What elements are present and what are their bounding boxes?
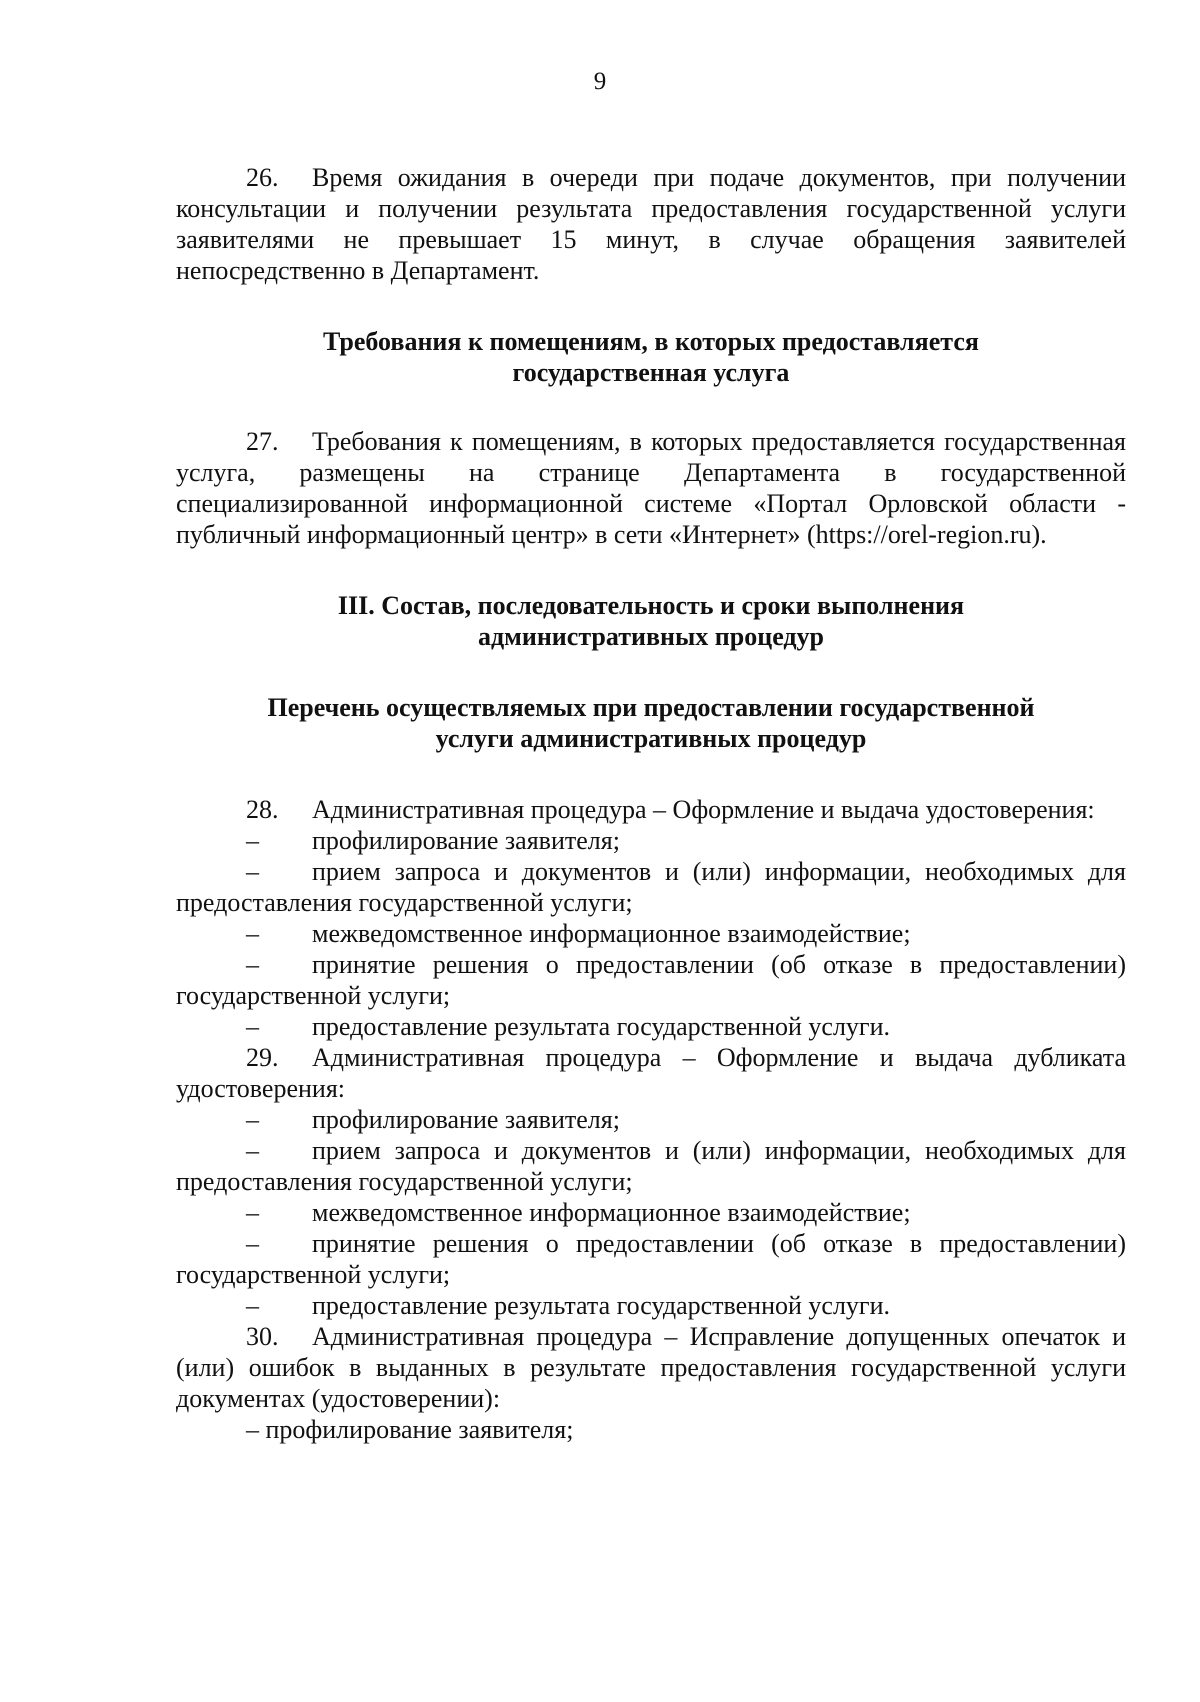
list-item-text: межведомственное информационное взаимодействие; (312, 919, 911, 948)
list-item-text: принятие решения о предоставлении (об отказе в предоставлении) государственной услуги; (176, 1229, 1126, 1289)
list-item (176, 1104, 1126, 1135)
list-item (176, 825, 1126, 856)
list-item (176, 1228, 1126, 1290)
list-dash: – (246, 1291, 259, 1320)
page-number: 9 (593, 68, 607, 95)
list-item-text: предоставление результата государственной услуги. (312, 1291, 891, 1320)
paragraph-28 (176, 794, 1126, 825)
document-body (176, 162, 1126, 1445)
paragraph-26 (176, 162, 1126, 286)
paragraph-text: Административная процедура – Оформление и выдача дубликата удостоверения: (176, 1043, 1126, 1103)
list-item (176, 949, 1126, 1011)
paragraph-text: Административная процедура – Оформление и выдача удостоверения: (312, 795, 1095, 824)
list-dash: – (246, 919, 259, 948)
paragraph-number: 28. (246, 795, 279, 824)
paragraph-number: 26. (246, 163, 279, 192)
list-item-text: предоставление результата государственной услуги. (312, 1012, 891, 1041)
paragraph-number: 30. (246, 1322, 279, 1351)
list-dash: – (246, 1229, 259, 1258)
heading-procedures-list (176, 692, 1126, 754)
heading-line: Перечень осуществляемых при предоставлении государственной (267, 693, 1035, 722)
list-item (176, 1197, 1126, 1228)
list-item-text: прием запроса и документов и (или) информации, необходимых для предоставления государственной услуги; (176, 857, 1126, 917)
heading-line: Требования к помещениям, в которых предоставляется (323, 327, 979, 356)
paragraph-number: 27. (246, 427, 279, 456)
list-item-text: профилирование заявителя; (312, 826, 620, 855)
list-dash: – (246, 1012, 259, 1041)
heading-line: государственная услуга (512, 358, 790, 387)
paragraph-29 (176, 1042, 1126, 1104)
paragraph-30 (176, 1321, 1126, 1414)
list-item (176, 918, 1126, 949)
paragraph-text: Требования к помещениям, в которых предоставляется государственная услуга, размещены на странице Департамента в государственной специализированной информационной системе «Портал Орловской области - публичный информационный центр» в сети «Интернет» (https://orel-region.ru). (176, 427, 1126, 549)
list-item-text: – профилирование заявителя; (246, 1415, 574, 1444)
list-dash: – (246, 1136, 259, 1165)
list-item-text: прием запроса и документов и (или) информации, необходимых для предоставления государственной услуги; (176, 1136, 1126, 1196)
list-item (176, 1290, 1126, 1321)
heading-line: III. Состав, последовательность и сроки выполнения (337, 591, 965, 620)
list-item-text: профилирование заявителя; (312, 1105, 620, 1134)
list-item (176, 1011, 1126, 1042)
list-item (176, 1135, 1126, 1197)
heading-premises (176, 326, 1126, 388)
list-item (176, 1414, 1126, 1445)
list-dash: – (246, 1198, 259, 1227)
list-item (176, 856, 1126, 918)
list-dash: – (246, 950, 259, 979)
paragraph-27 (176, 426, 1126, 550)
heading-line: административных процедур (477, 622, 825, 651)
list-item-text: принятие решения о предоставлении (об отказе в предоставлении) государственной услуги; (176, 950, 1126, 1010)
list-dash: – (246, 1105, 259, 1134)
paragraph-number: 29. (246, 1043, 279, 1072)
list-dash: – (246, 826, 259, 855)
paragraph-text: Время ожидания в очереди при подаче документов, при получении консультации и получении результата предоставления государственной услуги заявителями не превышает 15 минут, в случае обращения заявителей непосредственно в Департамент. (176, 163, 1126, 285)
heading-line: услуги административных процедур (435, 724, 867, 753)
list-item-text: межведомственное информационное взаимодействие; (312, 1198, 911, 1227)
list-dash: – (246, 857, 259, 886)
paragraph-text: Административная процедура – Исправление допущенных опечаток и (или) ошибок в выданных в результате предоставления государственной услуги документах (удостоверении): (176, 1322, 1126, 1413)
section-3-title (176, 590, 1126, 652)
